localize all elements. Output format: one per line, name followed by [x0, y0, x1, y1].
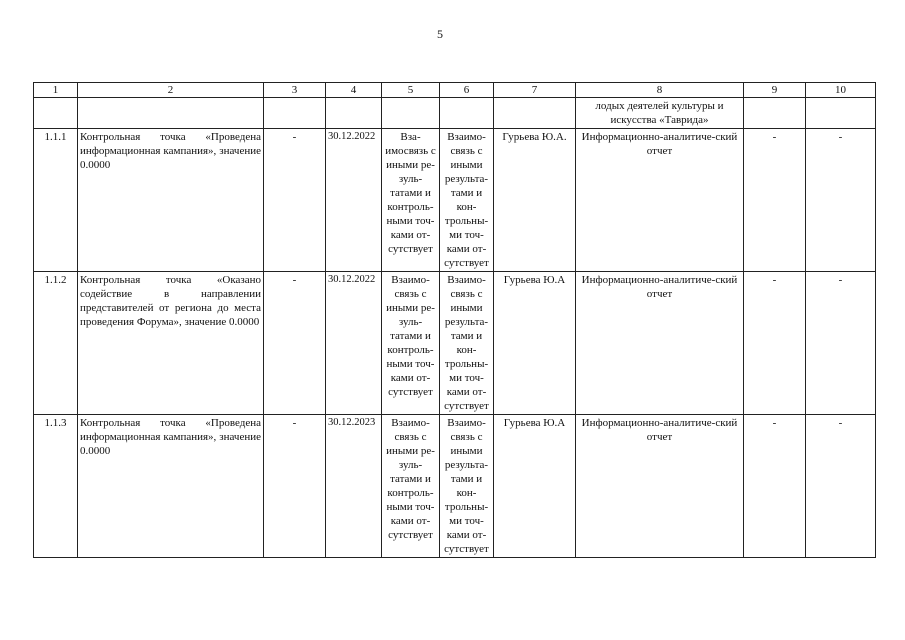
column-header: 7 — [494, 83, 576, 98]
table-cell — [382, 98, 440, 129]
page-number: 5 — [437, 27, 443, 41]
continuation-row — [34, 98, 876, 129]
column-header: 9 — [744, 83, 806, 98]
report-type: Информационно-аналитиче-ский отчет — [576, 272, 744, 415]
row-number: 1.1.3 — [34, 415, 78, 558]
relation-text: Вза-имосвязь с иными ре-зуль-татами и контроль-ными точ-ками от-сутствует — [382, 129, 440, 272]
continuation-text: лодых деятелей культуры и искусства «Таврида» — [576, 98, 744, 129]
responsible-person: Гурьева Ю.А. — [494, 129, 576, 272]
table-row — [34, 129, 876, 272]
column-header: 4 — [326, 83, 382, 98]
control-point-name: Контрольная точка «Проведена информационная кампания», значение 0.0000 — [78, 415, 264, 558]
responsible-person: Гурьева Ю.А — [494, 415, 576, 558]
table-cell: - — [744, 272, 806, 415]
responsible-person: Гурьева Ю.А — [494, 272, 576, 415]
table-cell: - — [744, 415, 806, 558]
table-cell: - — [806, 415, 876, 558]
table-cell: - — [264, 272, 326, 415]
report-type: Информационно-аналитиче-ский отчет — [576, 415, 744, 558]
control-point-name: Контрольная точка «Проведена информационная кампания», значение 0.0000 — [78, 129, 264, 272]
row-number: 1.1.1 — [34, 129, 78, 272]
table-row — [34, 272, 876, 415]
column-header: 3 — [264, 83, 326, 98]
column-number-row — [34, 83, 876, 98]
column-header: 2 — [78, 83, 264, 98]
table-cell — [264, 98, 326, 129]
relation-text: Взаимо-связь с иными ре-зуль-татами и контроль-ными точ-ками от-сутствует — [382, 272, 440, 415]
table-row — [34, 415, 876, 558]
due-date: 30.12.2022 — [326, 129, 382, 272]
table-cell: - — [264, 129, 326, 272]
column-header: 6 — [440, 83, 494, 98]
relation-text: Взаимо-связь с иными результа-тами и кон-трольны-ми точ-ками от-сутствует — [440, 129, 494, 272]
control-point-name: Контрольная точка «Оказано содействие в направлении представителей от региона до места проведения Форума», значение 0.0000 — [78, 272, 264, 415]
due-date: 30.12.2023 — [326, 415, 382, 558]
table-cell: - — [264, 415, 326, 558]
column-header: 10 — [806, 83, 876, 98]
table-cell — [806, 98, 876, 129]
due-date: 30.12.2022 — [326, 272, 382, 415]
column-header: 1 — [34, 83, 78, 98]
table-cell — [34, 98, 78, 129]
relation-text: Взаимо-связь с иными результа-тами и кон-трольны-ми точ-ками от-сутствует — [440, 415, 494, 558]
table-cell — [494, 98, 576, 129]
table-cell — [744, 98, 806, 129]
report-type: Информационно-аналитиче-ский отчет — [576, 129, 744, 272]
table-cell: - — [806, 272, 876, 415]
table-cell — [440, 98, 494, 129]
table-cell — [78, 98, 264, 129]
table-cell: - — [744, 129, 806, 272]
table-cell — [326, 98, 382, 129]
column-header: 5 — [382, 83, 440, 98]
relation-text: Взаимо-связь с иными ре-зуль-татами и контроль-ными точ-ками от-сутствует — [382, 415, 440, 558]
column-header: 8 — [576, 83, 744, 98]
row-number: 1.1.2 — [34, 272, 78, 415]
relation-text: Взаимо-связь с иными результа-тами и кон-трольны-ми точ-ками от-сутствует — [440, 272, 494, 415]
control-points-table — [33, 82, 876, 558]
table-cell: - — [806, 129, 876, 272]
